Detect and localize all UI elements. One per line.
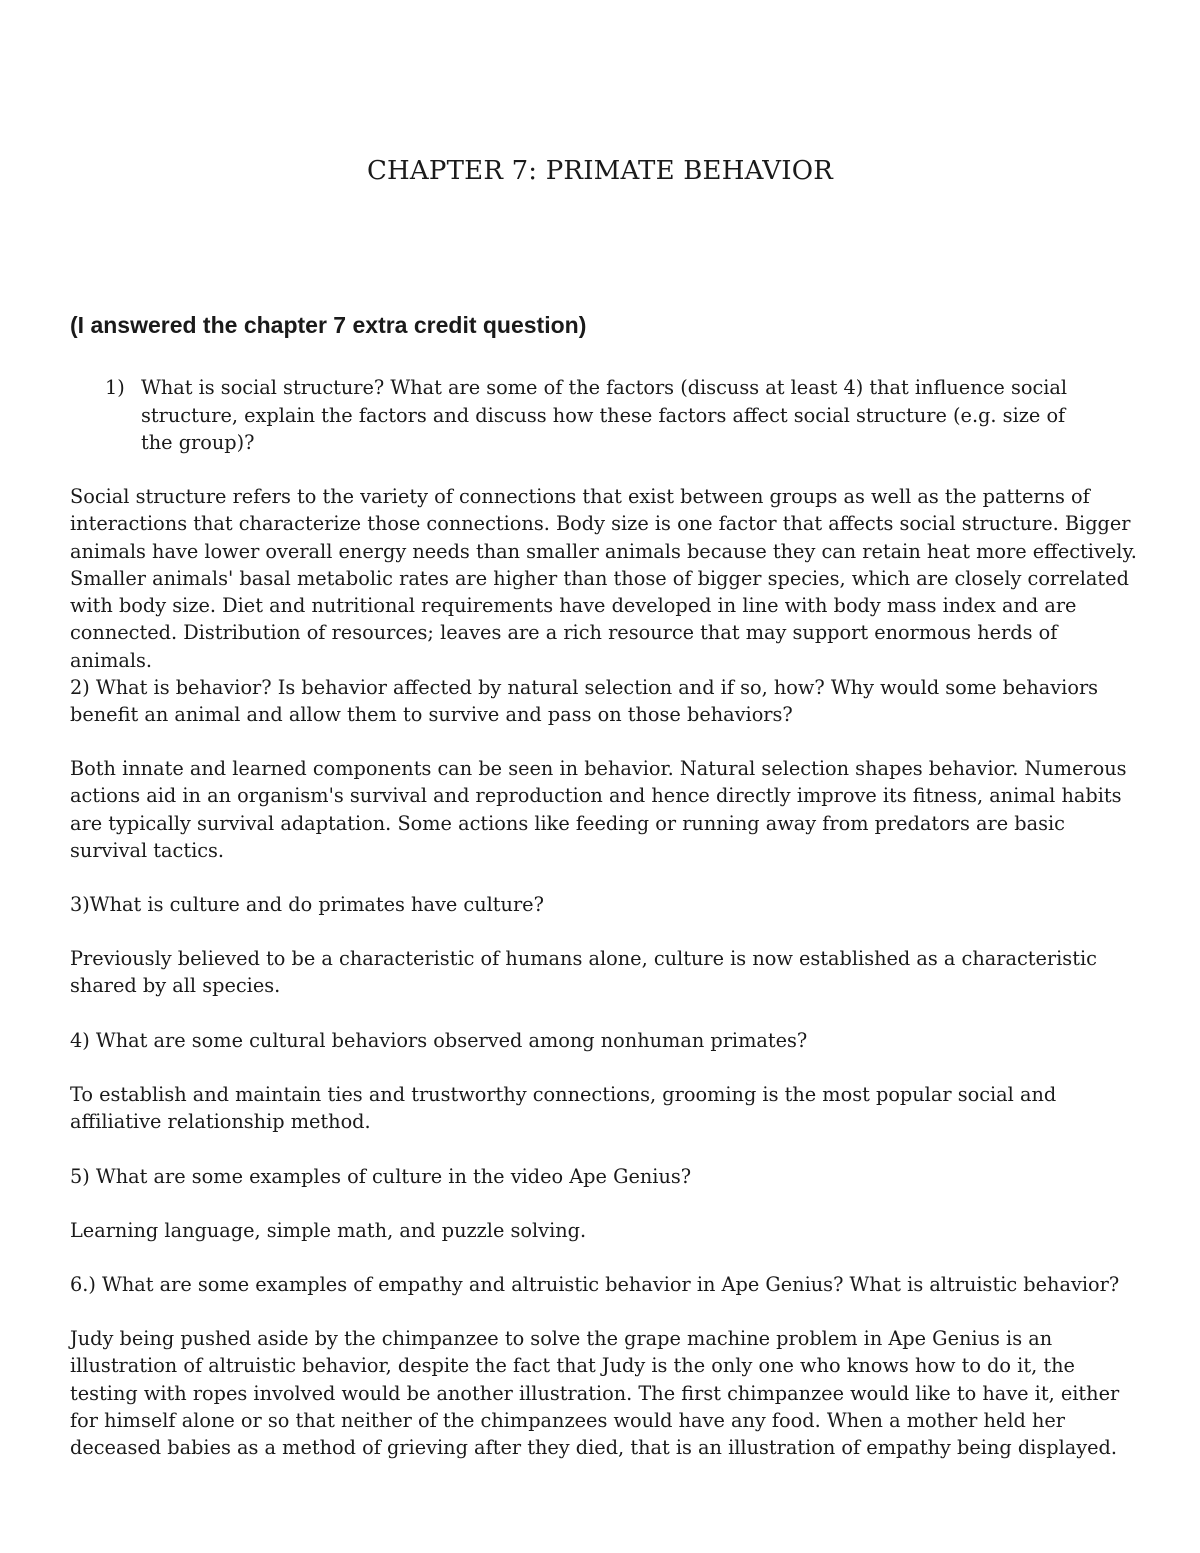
question-5: 5) What are some examples of culture in the video Ape Genius?: [70, 1165, 692, 1188]
question-1-number: 1): [105, 376, 125, 399]
answer-6: Judy being pushed aside by the chimpanzee to solve the grape machine problem in Ape Genius is an illustration of altruistic behavior, despite the fact that Judy is the only one who knows how to do it, the testing with ropes involved would be another illustration. The first chimpanzee would like to have it, either for himself alone or so that neither of the chimpanzees would have any food. When a mother held her deceased babies as a method of grieving after they died, that is an illustration of empathy being displayed.: [70, 1327, 1120, 1460]
question-6: 6.) What are some examples of empathy and altruistic behavior in Ape Genius? What is altruistic behavior?: [70, 1273, 1120, 1296]
answer-3: Previously believed to be a characteristic of humans alone, culture is now established as a characteristic shared by all species.: [70, 947, 1097, 998]
answer-2: Both innate and learned components can be seen in behavior. Natural selection shapes behavior. Numerous actions aid in an organism's survival and reproduction and hence directly improve its fitness, animal habits are typically survival adaptation. Some actions like feeding or running away from predators are basic survival tactics.: [70, 757, 1127, 862]
extra-credit-note: (I answered the chapter 7 extra credit question): [70, 312, 587, 338]
question-2: 2) What is behavior? Is behavior affected by natural selection and if so, how? Why would some behaviors benefit an animal and allow them to survive and pass on those behaviors?: [70, 676, 1099, 727]
question-4: 4) What are some cultural behaviors observed among nonhuman primates?: [70, 1029, 808, 1052]
answer-5: Learning language, simple math, and puzzle solving.: [70, 1219, 587, 1242]
question-1-text: What is social structure? What are some of the factors (discuss at least 4) that influence social structure, explain the factors and discuss how these factors affect social structure (e.g. size of the group)?: [141, 376, 1068, 454]
answer-4: To establish and maintain ties and trustworthy connections, grooming is the most popular social and affiliative relationship method.: [70, 1083, 1057, 1134]
answer-1: Social structure refers to the variety of connections that exist between groups as well as the patterns of interactions that characterize those connections. Body size is one factor that affects social structure. Bigger animals have lower overall energy needs than smaller animals because they can retain heat more effectively. Smaller animals' basal metabolic rates are higher than those of bigger species, which are closely correlated with body size. Diet and nutritional requirements have developed in line with body mass index and are connected. Distribution of resources; leaves are a rich resource that may support enormous herds of animals.: [70, 485, 1137, 672]
question-1: [105, 374, 1095, 457]
page-title: CHAPTER 7: PRIMATE BEHAVIOR: [366, 156, 834, 186]
question-3: 3)What is culture and do primates have culture?: [70, 893, 544, 916]
